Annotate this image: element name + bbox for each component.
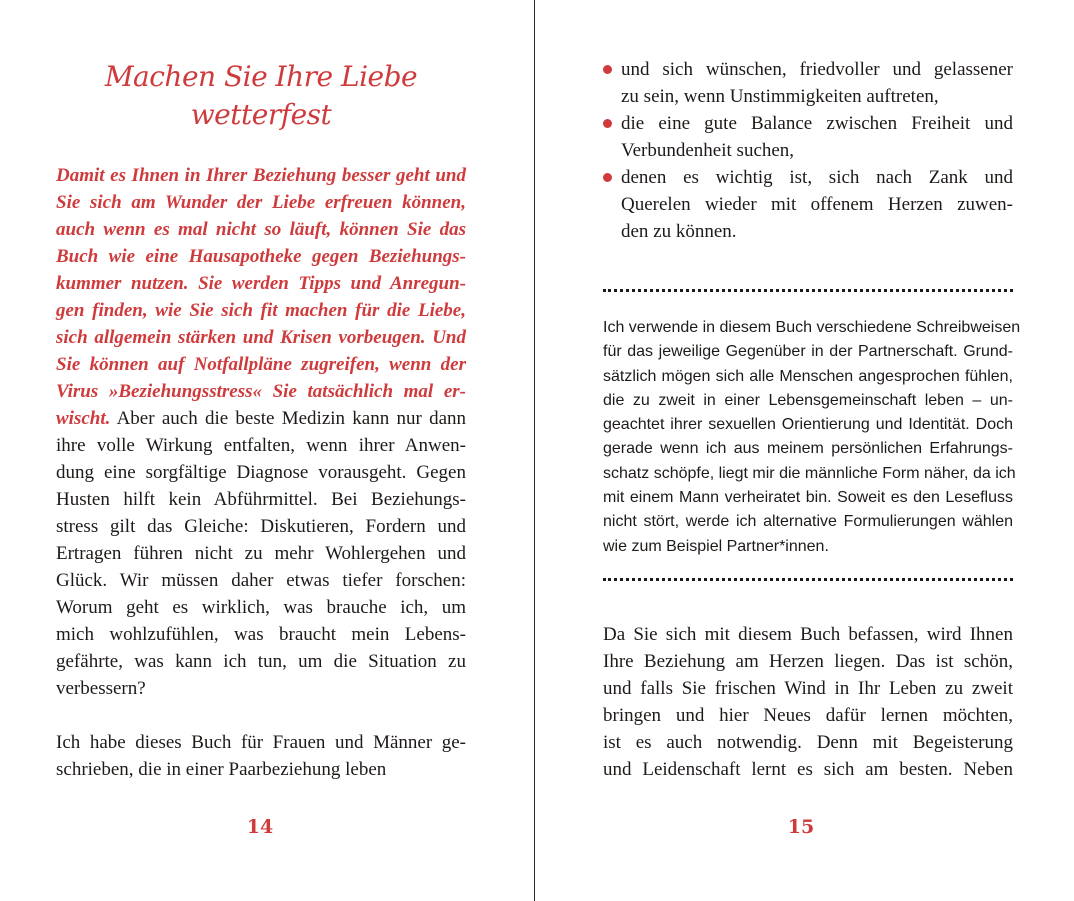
body-line: ihre volle Wirkung entfalten, wenn ihrer Anwen- (56, 435, 466, 456)
body-line: gefährte, was kann ich tun, um die Situation zu (56, 651, 466, 672)
bullet-line: die eine gute Balance zwischen Freiheit und (621, 113, 1013, 134)
intro-line: Sie sich am Wunder der Liebe erfreuen können, (56, 192, 466, 213)
body-line: Da Sie sich mit diesem Buch befassen, wird Ihnen (603, 624, 1013, 645)
note-line: nicht stört, werde ich alternative Formulierungen wählen (603, 513, 1013, 531)
page-number-right: 15 (787, 816, 815, 838)
book-spine (534, 0, 535, 901)
intro-line: Sie können auf Notfallpläne zugreifen, wenn der (56, 354, 466, 375)
body-line: Worum geht es wirklich, was brauche ich, um (56, 597, 466, 618)
chapter-title-line: Machen Sie Ihre Liebe (104, 60, 418, 93)
body-line: verbessern? (56, 678, 146, 699)
body-line: Ihre Beziehung am Herzen liegen. Das ist schön, (603, 651, 1013, 672)
note-line: die zu zweit in einer Lebensgemeinschaft leben – un- (603, 391, 1013, 409)
intro-paragraph (56, 162, 466, 702)
body-line: Husten hilft kein Abführmittel. Bei Beziehungs- (56, 489, 466, 510)
bullet-line: den zu können. (621, 221, 737, 242)
bullet-dot-icon (603, 65, 612, 74)
dotted-divider-bottom (603, 578, 1013, 581)
intro-line: kummer nutzen. Sie werden Tipps und Anregun- (56, 273, 466, 294)
bullet-dot-icon (603, 119, 612, 128)
body-line: bringen und hier Neues dafür lernen möchten, (603, 705, 1013, 726)
bullet-line: zu sein, wenn Unstimmigkeiten auftreten, (621, 86, 939, 107)
second-paragraph (56, 729, 466, 783)
bullet-line: Querelen wieder mit offenem Herzen zuwen- (621, 194, 1013, 215)
body-line: Glück. Wir müssen daher etwas tiefer forschen: (56, 570, 466, 591)
body-line: und falls Sie frischen Wind in Ihr Leben zu zweit (603, 678, 1013, 699)
bullet-item (621, 56, 1013, 110)
bullet-line: und sich wünschen, friedvoller und gelassener (621, 59, 1013, 80)
note-line: mit einem Mann verheiratet bin. Soweit es den Lesefluss (603, 489, 1013, 507)
note-line: gerade wenn ich aus meinem persönlichen Erfahrungs- (603, 440, 1013, 458)
body-line: dung eine sorgfältige Diagnose vorausgeht. Gegen (56, 462, 466, 483)
body-line: schrieben, die in einer Paarbeziehung leben (56, 759, 387, 780)
intro-line: Virus »Beziehungsstress« Sie tatsächlich mal er- (56, 381, 466, 402)
intro-line: gen finden, wie Sie sich fit machen für die Liebe, (56, 300, 466, 321)
bullet-line: denen es wichtig ist, sich nach Zank und (621, 167, 1013, 188)
intro-line: Damit es Ihnen in Ihrer Beziehung besser geht und (56, 165, 466, 186)
bullet-item (621, 110, 1013, 164)
body-line: und Leidenschaft lernt es sich am besten. Neben (603, 759, 1013, 780)
note-line: geachtet ihrer sexuellen Orientierung und Identität. Doch (603, 416, 1013, 434)
intro-line: auch wenn es mal nicht so läuft, können Sie das (56, 219, 466, 240)
chapter-title (56, 58, 466, 134)
body-line-start: Aber auch die beste Medizin kann nur dann (110, 408, 466, 429)
note-line: sätzlich mögen sich alle Menschen angesprochen fühlen, (603, 367, 1013, 385)
body-line: mich wohlzufühlen, was braucht mein Lebens- (56, 624, 466, 645)
note-line: Ich verwende in diesem Buch verschiedene Schreibweisen (603, 319, 1021, 336)
body-line: ist es auch notwendig. Denn mit Begeisterung (603, 732, 1013, 753)
note-line: wie zum Beispiel Partner*innen. (603, 537, 829, 555)
note-line: schatz schöpfe, liegt mir die männliche Form näher, da ich (603, 464, 1016, 482)
bullet-item (621, 164, 1013, 245)
note-box (603, 316, 1021, 559)
chapter-title-line: wetterfest (190, 98, 332, 131)
bullet-dot-icon (603, 173, 612, 182)
intro-end: wischt. (56, 408, 111, 429)
body-line: stress gilt das Gleiche: Diskutieren, Fordern und (56, 516, 466, 537)
right-body-paragraph (603, 621, 1013, 783)
intro-line: Buch wie eine Hausapotheke gegen Beziehungs- (56, 246, 466, 267)
body-line: Ich habe dieses Buch für Frauen und Männer ge- (56, 732, 466, 753)
dotted-divider-top (603, 289, 1013, 292)
bullet-list (621, 56, 1013, 245)
note-line: für das jeweilige Gegenüber in der Partnerschaft. Grund- (603, 343, 1013, 361)
page-number-left: 14 (246, 816, 274, 838)
mixed-line (56, 405, 466, 432)
body-line: Ertragen führen nicht zu mehr Wohlergehen und (56, 543, 466, 564)
bullet-line: Verbundenheit suchen, (621, 140, 795, 161)
intro-line: sich allgemein stärken und Krisen vorbeugen. Und (56, 327, 466, 348)
